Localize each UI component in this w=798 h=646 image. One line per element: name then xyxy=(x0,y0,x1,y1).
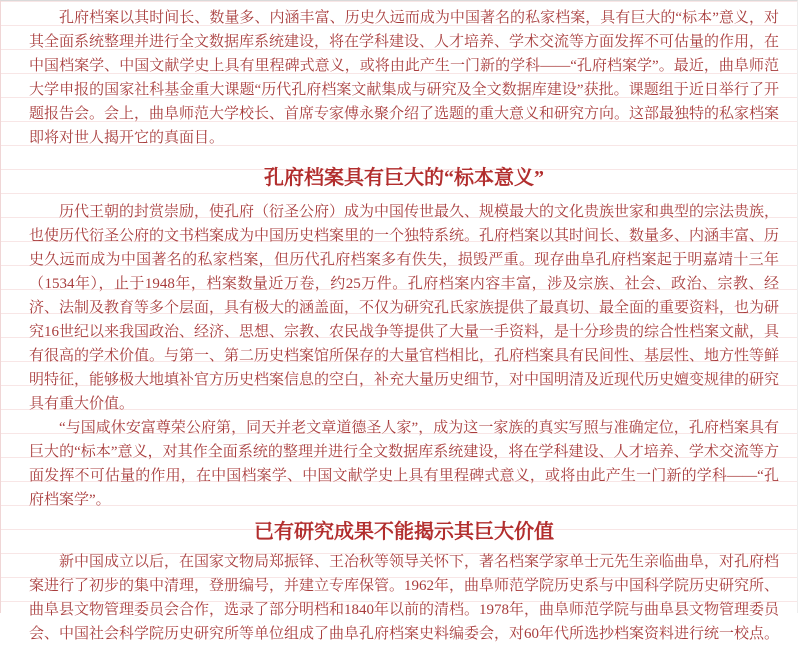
paragraph-research-efforts: 新中国成立以后，在国家文物局郑振铎、王冶秋等领导关怀下，著名档案学家单士元先生亲临曲阜，对孔府档案进行了初步的集中清理，登册编号，并建立专库保管。1962年，曲阜师范学院历史系与中国科学院历史研究所、曲阜县文物管理委员会合作，选录了部分明档和1840年以前的清档。1978年，曲阜师范学院与曲阜县文物管理委员会、中国社会科学院历史研究所等单位组成了曲阜孔府档案史料编委会，对60年代所选抄档案资料进行统一校点。 xyxy=(29,554,780,642)
paragraph-archive-history: 历代王朝的封赏崇励，使孔府（衍圣公府）成为中国传世最久、规模最大的文化贵族世家和典型的宗法贵族，也使历代衍圣公府的文书档案成为中国历史档案里的一个独特系统。孔府档案以其时间长、数量多、内涵丰富、历史久远而成为中国著名的私家档案，但历代孔府档案多有佚失，损毁严重。现存曲阜孔府档案起于明嘉靖十三年（1534年），止于1948年，档案数量近万卷，约25万件。孔府档案内容丰富，涉及宗族、社会、政治、宗教、经济、法制及教育等多个层面，具有极大的涵盖面，不仅为研究孔氏家族提供了最真切、最全面的重要资料，也为研究16世纪以来我国政治、经济、思想、宗教、农民战争等提供了大量一手资料，是十分珍贵的综合性档案文献，具有很高的学术价值。与第一、第二历史档案馆所保存的大量官档相比，孔府档案具有民间性、基层性、地方性等鲜明特征，能够极大地填补官方历史档案信息的空白，补充大量历史细节，对中国明清及近现代历史嬗变规律的研究具有重大价值。 xyxy=(29,204,780,412)
section-heading-standard-meaning: 孔府档案具有巨大的“标本意义” xyxy=(264,167,544,189)
section-heading-research-value: 已有研究成果不能揭示其巨大价值 xyxy=(254,521,554,543)
paragraph-archive-intro: 孔府档案以其时间长、数量多、内涵丰富、历史久远而成为中国著名的私家档案，具有巨大的“标本”意义，对其全面系统整理并进行全文数据库系统建设，将在学科建设、人才培养、学术交流等方面发挥不可估量的作用，在中国档案学、中国文献学史上具有里程碑式意义，或将由此产生一门新的学科——“孔府档案学”。最近，曲阜师范大学申报的国家社科基金重大课题“历代孔府档案文献集成与研究及全文数据库建设”获批。课题组于近日举行了开题报告会。会上，曲阜师范大学校长、首席专家傅永聚介绍了选题的重大意义和研究方向。这部最独特的私家档案即将对世人揭开它的真面目。 xyxy=(29,10,780,146)
paragraph-family-couplet: “与国咸休安富尊荣公府第，同天并老文章道德圣人家”，成为这一家族的真实写照与准确定位，孔府档案具有巨大的“标本”意义，对其作全面系统的整理并进行全文数据库系统建设，将在学科建设、人才培养、学术交流等方面发挥不可估量的作用，在中国档案学、中国文献学史上具有里程碑式意义，或将由此产生一门新的学科——“孔府档案学”。 xyxy=(29,420,779,508)
